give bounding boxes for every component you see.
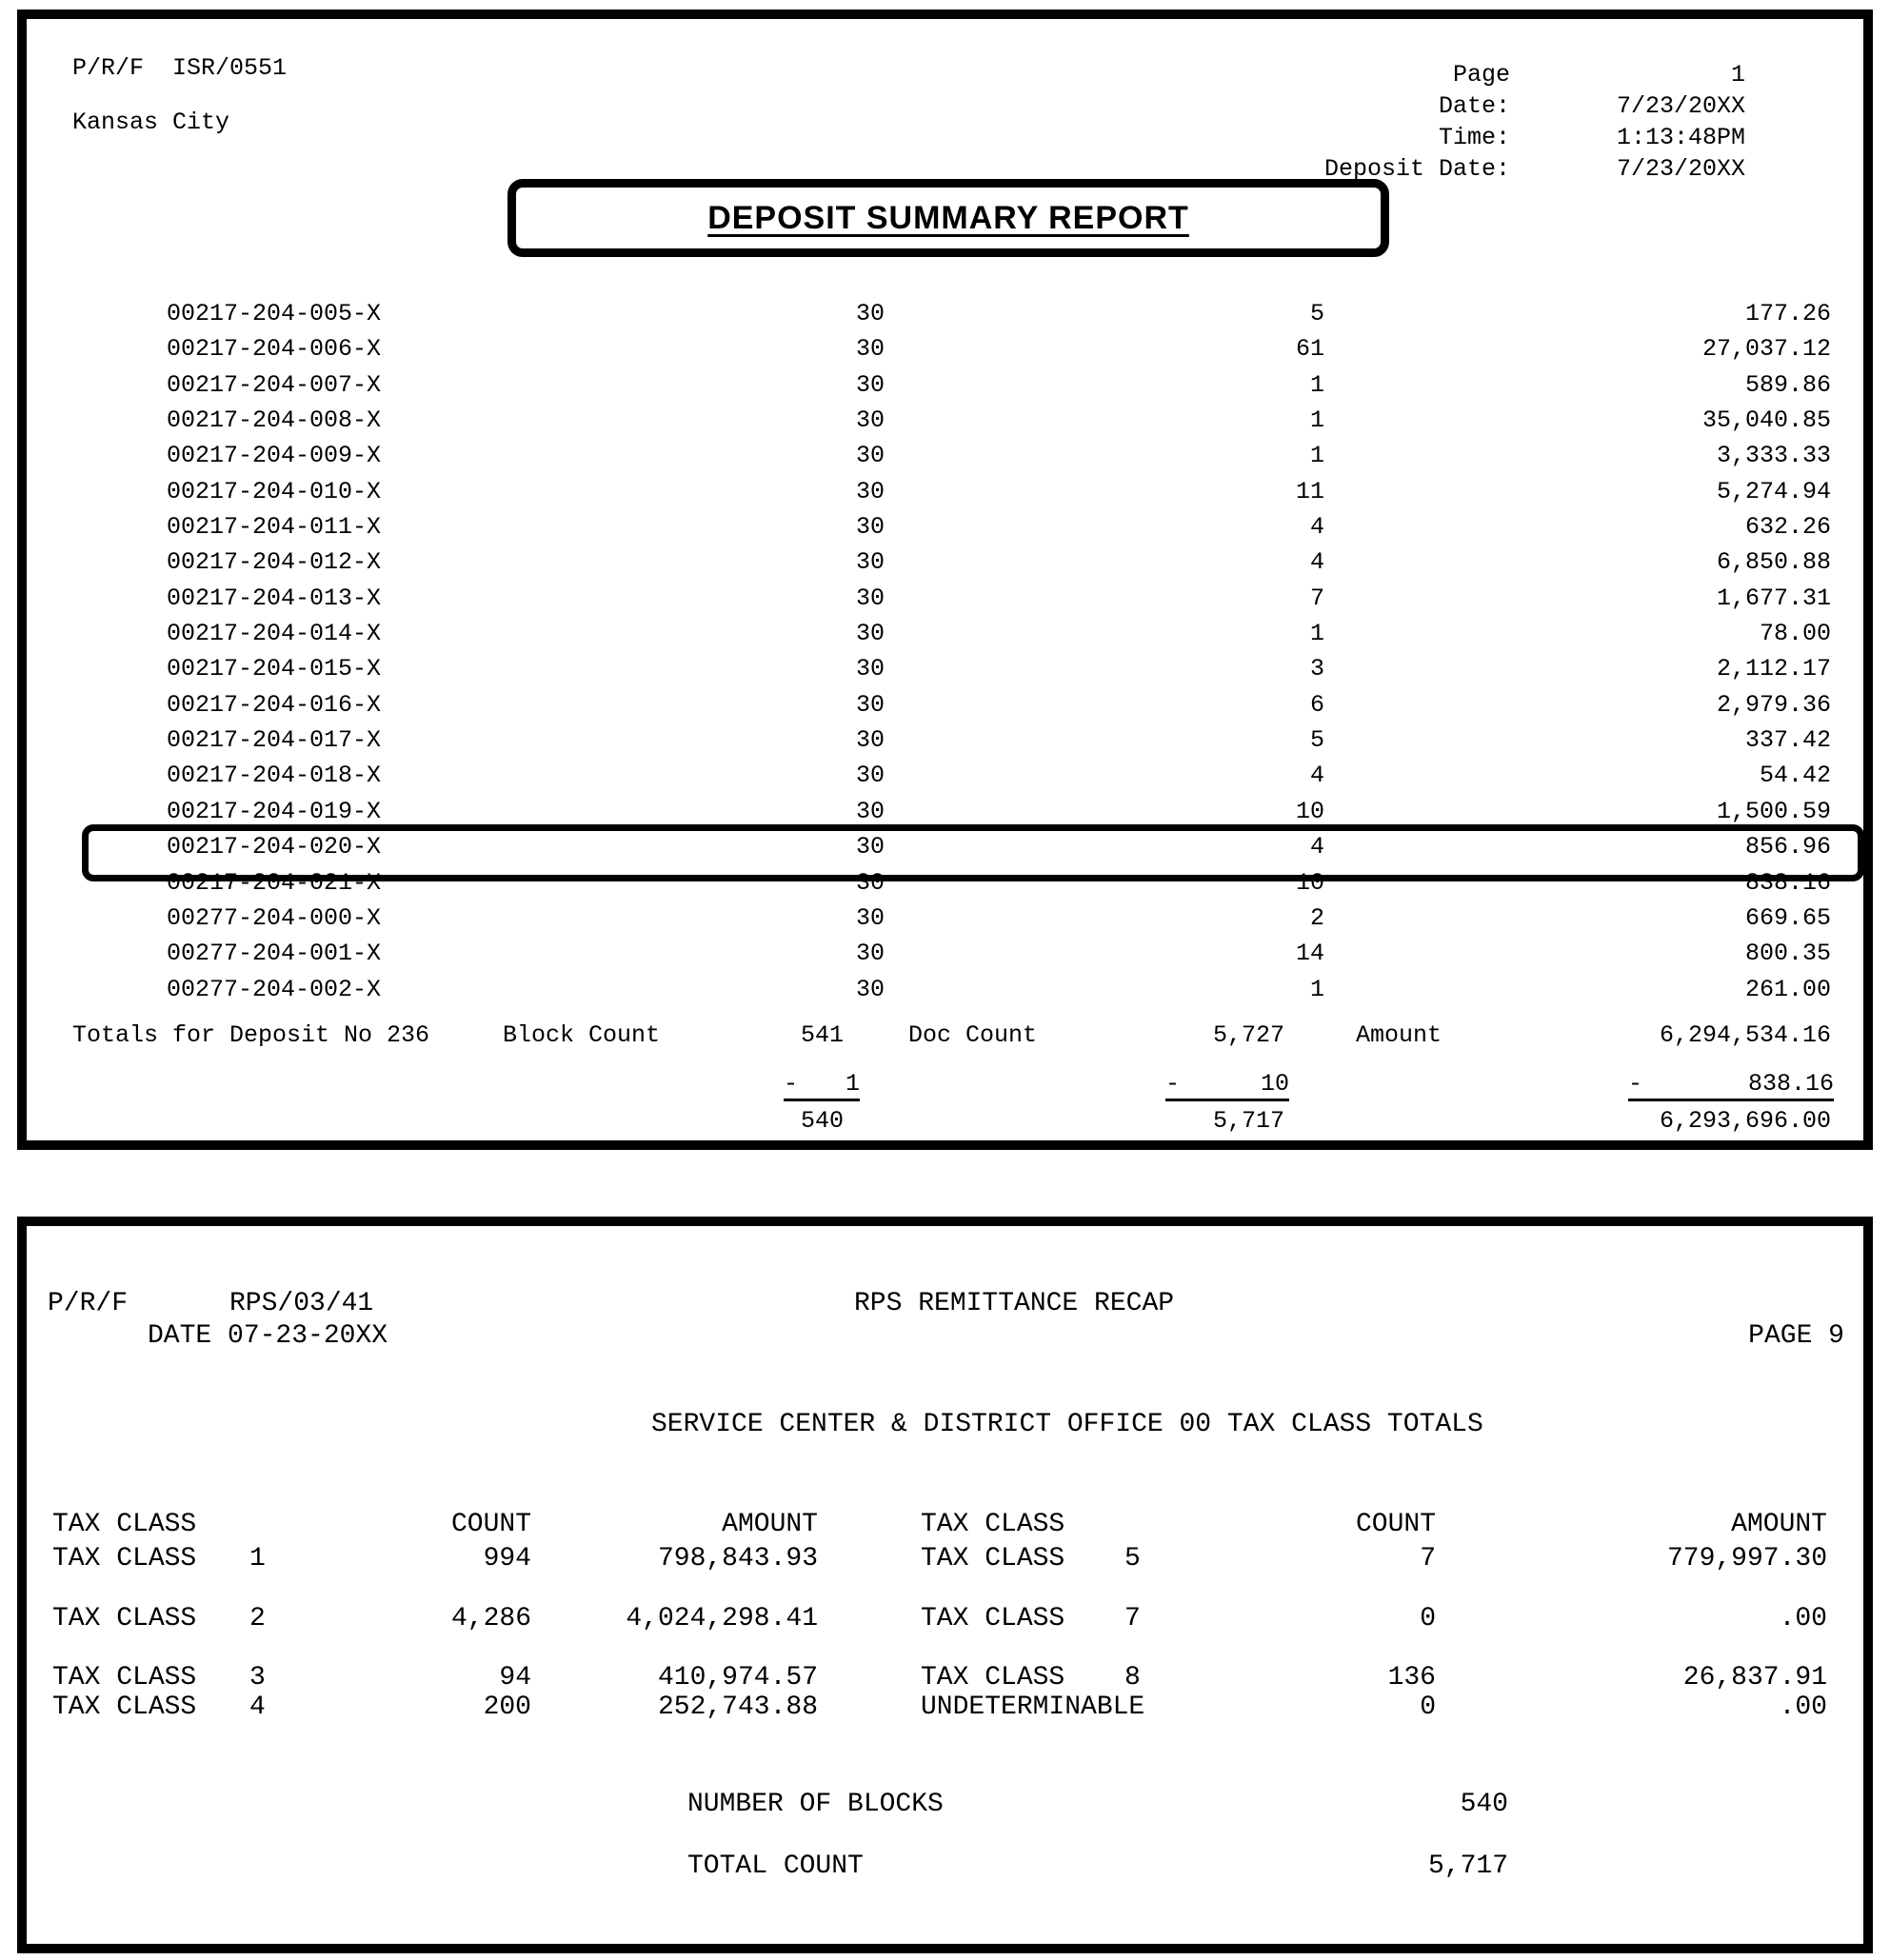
meta-label: Time:: [1438, 124, 1510, 151]
tax-class-table: [27, 1512, 1863, 1722]
net-totals-line: [27, 1107, 1863, 1136]
meta-value: 1: [1730, 61, 1745, 89]
row-block-count: 30: [855, 940, 885, 968]
tax-amount-left: 252,743.88: [657, 1693, 818, 1722]
deposit-row: [27, 723, 1863, 758]
row-doc-count: 4: [1309, 762, 1324, 790]
summary-label: NUMBER OF BLOCKS: [687, 1790, 944, 1819]
row-amount: 589.86: [1744, 370, 1831, 399]
deposit-row: [27, 651, 1863, 686]
row-id: 00217-204-014-X: [167, 620, 382, 648]
tax-class-label-right: TAX CLASS: [921, 1663, 1065, 1693]
row-doc-count: 1: [1309, 975, 1324, 1003]
row-block-count: 30: [855, 584, 885, 612]
meta-label: Page: [1452, 61, 1510, 89]
tax-class-label-right: TAX CLASS: [921, 1604, 1065, 1633]
summary-value: 5,717: [1427, 1851, 1508, 1881]
row-doc-count: 3: [1309, 655, 1324, 683]
row-amount: 6,850.88: [1716, 548, 1831, 577]
tax-row: [27, 1604, 1863, 1633]
amount-label: Amount: [1356, 1021, 1442, 1049]
report-code: P/R/F ISR/0551: [72, 54, 288, 82]
row-doc-count: 14: [1295, 940, 1324, 968]
deposit-row: [27, 438, 1863, 473]
doc-count-label: Doc Count: [908, 1021, 1038, 1049]
row-amount: 632.26: [1744, 513, 1831, 542]
row-amount: 669.65: [1744, 903, 1831, 932]
deposit-row: [27, 474, 1863, 509]
row-doc-count: 6: [1309, 690, 1324, 719]
header-count-left: COUNT: [450, 1510, 531, 1539]
row-block-count: 30: [855, 868, 885, 897]
row-id: 00277-204-001-X: [167, 940, 382, 968]
row-id: 00217-204-019-X: [167, 797, 382, 825]
tax-class-num-right: 5: [1124, 1544, 1141, 1574]
tax-count-left: 4,286: [450, 1604, 531, 1633]
deposit-rows: [27, 296, 1863, 1007]
row-block-count: 30: [855, 726, 885, 755]
row-block-count: 30: [855, 335, 885, 364]
row-id: 00217-204-008-X: [167, 406, 382, 435]
row-doc-count: 1: [1309, 406, 1324, 435]
row-doc-count: 5: [1309, 300, 1324, 327]
header-amount-left: AMOUNT: [722, 1510, 818, 1539]
page-number: PAGE 9: [1748, 1321, 1844, 1351]
row-id: 00217-204-009-X: [167, 442, 382, 470]
row-doc-count: 10: [1295, 868, 1324, 897]
row-amount: 856.96: [1744, 833, 1831, 861]
report-title-box: [507, 179, 1389, 257]
row-id: 00217-204-013-X: [167, 584, 382, 612]
meta-row: [1207, 59, 1745, 90]
recap-summary: [27, 1790, 1863, 1913]
summary-value: 540: [1460, 1790, 1508, 1819]
deposit-row: [27, 296, 1863, 331]
deposit-row: [27, 616, 1863, 651]
deposit-row: [27, 509, 1863, 544]
deposit-row: [27, 865, 1863, 901]
prf-label: P/R/F: [48, 1289, 129, 1318]
tax-class-num-left: 4: [249, 1693, 266, 1722]
tax-class-num-left: 2: [249, 1604, 266, 1633]
summary-row: [27, 1851, 1863, 1913]
row-block-count: 30: [855, 370, 885, 399]
row-id: 00217-204-012-X: [167, 548, 382, 577]
row-doc-count: 61: [1295, 335, 1324, 364]
tax-amount-right: 26,837.91: [1682, 1663, 1827, 1693]
row-doc-count: 1: [1309, 442, 1324, 470]
row-block-count: 30: [855, 903, 885, 932]
row-id: 00217-204-018-X: [167, 762, 382, 790]
tax-table-rows: [27, 1544, 1863, 1722]
recap-title: RPS REMITTANCE RECAP: [854, 1289, 1175, 1318]
doc-adjustment-value: 10: [1260, 1070, 1289, 1098]
row-doc-count: 4: [1309, 513, 1324, 542]
row-amount: 2,979.36: [1716, 690, 1831, 719]
row-id: 00217-204-006-X: [167, 335, 382, 364]
meta-label: Date:: [1438, 92, 1510, 120]
tax-count-right: 136: [1387, 1663, 1436, 1693]
totals-label: Totals for Deposit No 236: [72, 1021, 430, 1049]
row-amount: 54.42: [1759, 762, 1831, 790]
header-tax-class-left: TAX CLASS: [52, 1510, 197, 1539]
report-title: DEPOSIT SUMMARY REPORT: [707, 199, 1189, 236]
amount-adjustment: [1628, 1070, 1834, 1101]
doc-count-adjustment: [1165, 1070, 1289, 1101]
tax-class-label-left: TAX CLASS: [52, 1604, 197, 1633]
doc-count-value: 5,727: [1212, 1021, 1284, 1049]
summary-label: TOTAL COUNT: [687, 1851, 864, 1881]
deposit-row: [27, 972, 1863, 1007]
row-id: 00217-204-021-X: [167, 868, 382, 897]
meta-row: [1207, 90, 1745, 122]
deposit-row: [27, 687, 1863, 723]
row-amount: 78.00: [1759, 620, 1831, 648]
amount-value: 6,294,534.16: [1659, 1021, 1831, 1049]
row-id: 00277-204-000-X: [167, 903, 382, 932]
row-amount: 3,333.33: [1716, 442, 1831, 470]
row-block-count: 30: [855, 300, 885, 327]
row-amount: 177.26: [1744, 300, 1831, 327]
page-meta: [1207, 59, 1745, 185]
deposit-row: [27, 581, 1863, 616]
tax-class-label-right: TAX CLASS: [921, 1544, 1065, 1574]
section-title: SERVICE CENTER & DISTRICT OFFICE 00 TAX CLASS TOTALS: [651, 1410, 1483, 1439]
deposit-row: [27, 936, 1863, 971]
row-block-count: 30: [855, 762, 885, 790]
remittance-recap-panel: [17, 1217, 1873, 1953]
block-count-net: 540: [800, 1107, 844, 1135]
row-doc-count: 2: [1309, 903, 1324, 932]
row-id: 00217-204-010-X: [167, 477, 382, 505]
meta-row: [1207, 122, 1745, 153]
row-doc-count: 1: [1309, 370, 1324, 399]
doc-count-net: 5,717: [1212, 1107, 1284, 1135]
deposit-row: [27, 367, 1863, 403]
tax-class-label-right: UNDETERMINABLE: [921, 1693, 1145, 1722]
report-id: RPS/03/41: [229, 1289, 374, 1318]
row-block-count: 30: [855, 655, 885, 683]
header-count-right: COUNT: [1355, 1510, 1436, 1539]
meta-value: 7/23/20XX: [1616, 155, 1745, 183]
tax-class-num-right: 8: [1124, 1663, 1141, 1693]
tax-count-right: 0: [1420, 1604, 1436, 1633]
row-doc-count: 4: [1309, 548, 1324, 577]
row-doc-count: 4: [1309, 833, 1324, 861]
deposit-row: [27, 544, 1863, 580]
row-amount: 337.42: [1744, 726, 1831, 755]
tax-amount-right: .00: [1779, 1604, 1827, 1633]
row-doc-count: 1: [1309, 620, 1324, 648]
row-id: 00217-204-007-X: [167, 370, 382, 399]
row-amount: 261.00: [1744, 975, 1831, 1003]
tax-count-right: 0: [1420, 1693, 1436, 1722]
deposit-summary-panel: [17, 10, 1873, 1150]
tax-row: [27, 1693, 1863, 1722]
row-block-count: 30: [855, 797, 885, 825]
row-id: 00217-204-011-X: [167, 513, 382, 542]
tax-class-num-right: 7: [1124, 1604, 1141, 1633]
location: Kansas City: [72, 109, 230, 136]
minus-sign: -: [784, 1070, 799, 1098]
row-block-count: 30: [855, 442, 885, 470]
tax-class-label-left: TAX CLASS: [52, 1544, 197, 1574]
amount-adjustment-value: 838.16: [1747, 1070, 1834, 1098]
row-block-count: 30: [855, 833, 885, 861]
block-adjustment-value: 1: [845, 1070, 860, 1098]
row-block-count: 30: [855, 548, 885, 577]
minus-sign: -: [1165, 1070, 1181, 1098]
row-amount: 2,112.17: [1716, 655, 1831, 683]
deposit-row: [27, 901, 1863, 936]
row-amount: 838.16: [1744, 868, 1831, 897]
meta-label: Deposit Date:: [1323, 155, 1510, 183]
tax-count-left: 94: [499, 1663, 531, 1693]
row-amount: 1,677.31: [1716, 584, 1831, 612]
row-id: 00217-204-005-X: [167, 300, 382, 327]
row-block-count: 30: [855, 620, 885, 648]
tax-amount-right: .00: [1779, 1693, 1827, 1722]
tax-count-right: 7: [1420, 1544, 1436, 1574]
minus-sign: -: [1628, 1070, 1643, 1098]
adjustment-line: [27, 1070, 1863, 1099]
row-block-count: 30: [855, 513, 885, 542]
row-doc-count: 5: [1309, 726, 1324, 755]
row-block-count: 30: [855, 406, 885, 435]
deposit-row: [27, 758, 1863, 793]
row-id: 00217-204-020-X: [167, 833, 382, 861]
block-count-adjustment: [784, 1070, 860, 1101]
meta-value: 7/23/20XX: [1616, 92, 1745, 120]
row-amount: 1,500.59: [1716, 797, 1831, 825]
row-block-count: 30: [855, 477, 885, 505]
row-doc-count: 11: [1295, 477, 1324, 505]
tax-row: [27, 1544, 1863, 1574]
deposit-row: [27, 331, 1863, 366]
deposit-row: [27, 829, 1863, 864]
meta-value: 1:13:48PM: [1616, 124, 1745, 151]
row-id: 00217-204-017-X: [167, 726, 382, 755]
tax-class-label-left: TAX CLASS: [52, 1693, 197, 1722]
row-amount: 27,037.12: [1701, 335, 1831, 364]
row-amount: 800.35: [1744, 940, 1831, 968]
row-block-count: 30: [855, 975, 885, 1003]
deposit-row: [27, 403, 1863, 438]
tax-class-num-left: 1: [249, 1544, 266, 1574]
tax-table-header: [27, 1512, 1863, 1544]
tax-amount-left: 798,843.93: [657, 1544, 818, 1574]
tax-amount-left: 4,024,298.41: [626, 1604, 818, 1633]
row-doc-count: 10: [1295, 797, 1324, 825]
row-doc-count: 7: [1309, 584, 1324, 612]
header-amount-right: AMOUNT: [1731, 1510, 1827, 1539]
block-count-label: Block Count: [503, 1021, 661, 1049]
row-id: 00217-204-016-X: [167, 690, 382, 719]
block-count-value: 541: [800, 1021, 844, 1049]
row-amount: 5,274.94: [1716, 477, 1831, 505]
amount-net: 6,293,696.00: [1659, 1107, 1831, 1135]
tax-count-left: 994: [483, 1544, 531, 1574]
row-id: 00277-204-002-X: [167, 975, 382, 1003]
tax-count-left: 200: [483, 1693, 531, 1722]
summary-row: [27, 1790, 1863, 1851]
header-tax-class-right: TAX CLASS: [921, 1510, 1065, 1539]
totals-line: [27, 1021, 1863, 1050]
row-id: 00217-204-015-X: [167, 655, 382, 683]
tax-class-num-left: 3: [249, 1663, 266, 1693]
row-block-count: 30: [855, 690, 885, 719]
tax-amount-left: 410,974.57: [657, 1663, 818, 1693]
tax-class-label-left: TAX CLASS: [52, 1663, 197, 1693]
date-line: DATE 07-23-20XX: [148, 1321, 388, 1351]
tax-row: [27, 1663, 1863, 1693]
tax-amount-right: 779,997.30: [1666, 1544, 1827, 1574]
row-amount: 35,040.85: [1701, 406, 1831, 435]
